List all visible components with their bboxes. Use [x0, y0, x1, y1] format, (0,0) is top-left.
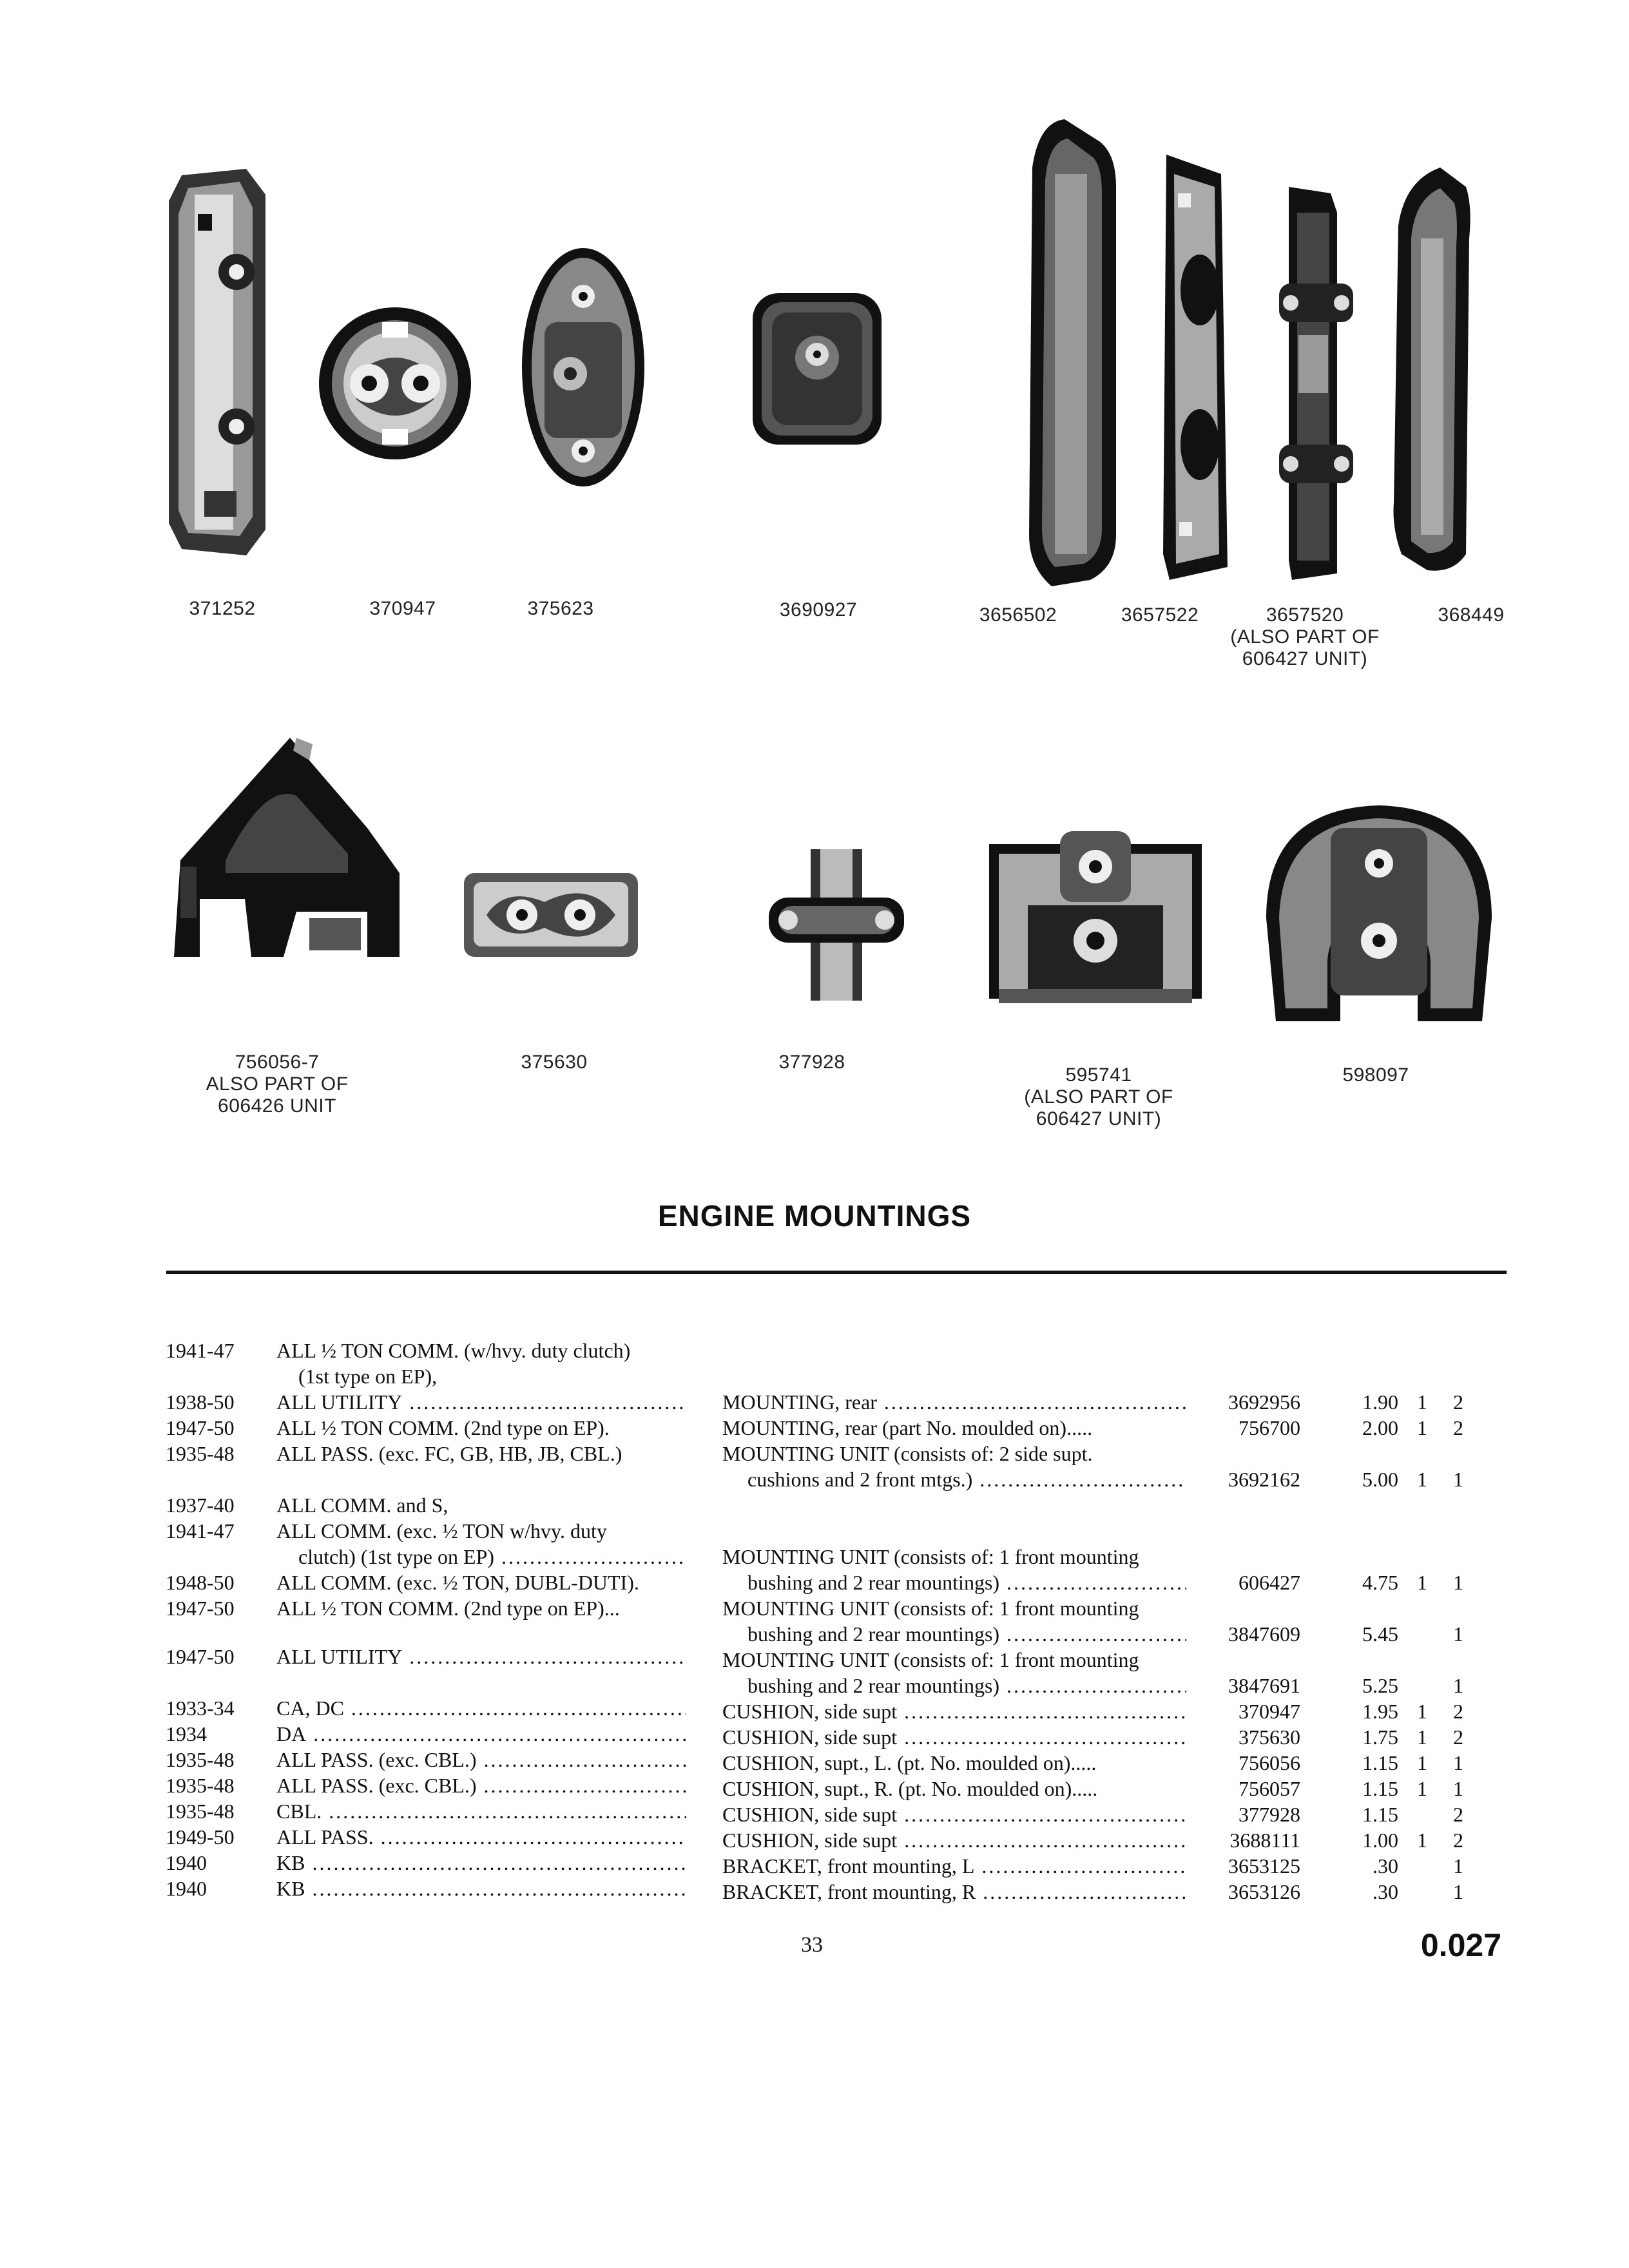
- qty-1: 1: [1417, 1829, 1427, 1852]
- model: ALL COMM. (exc. ½ TON, DUBL-DUTI).: [276, 1571, 639, 1594]
- years: 1937-40: [166, 1494, 235, 1517]
- model: ALL PASS. (exc. CBL.) .....: [276, 1774, 686, 1797]
- qty-2: 1: [1453, 1777, 1463, 1800]
- years: 1935-48: [166, 1748, 235, 1771]
- photo-caption: 3656502: [979, 604, 1057, 626]
- part-description: MOUNTING UNIT (consists of: 1 front mounting: [722, 1545, 1139, 1568]
- model: ALL PASS. .....: [276, 1825, 686, 1849]
- part-description: bushing and 2 rear mountings) .....: [747, 1622, 1186, 1646]
- model: ALL UTILITY .....: [276, 1645, 686, 1668]
- photo-caption: 595741 (ALSO PART OF 606427 UNIT): [1024, 1064, 1173, 1129]
- photo-caption: 375630: [521, 1052, 588, 1073]
- photo-caption: 370947: [369, 598, 436, 619]
- price: 5.45: [1362, 1622, 1398, 1646]
- model: (1st type on EP),: [298, 1365, 438, 1388]
- price: .30: [1373, 1880, 1398, 1903]
- section-title: ENGINE MOUNTINGS: [657, 1199, 972, 1233]
- model: ALL ½ TON COMM. (w/hvy. duty clutch): [276, 1339, 631, 1362]
- part-photo-370947: [318, 303, 472, 464]
- part-photo-598097: [1260, 802, 1498, 1024]
- photo-caption: 3657520 (ALSO PART OF 606427 UNIT): [1230, 604, 1380, 669]
- model: ALL COMM. and S,: [276, 1494, 448, 1517]
- part-photo-375623: [519, 245, 648, 490]
- model: ALL ½ TON COMM. (2nd type on EP)...: [276, 1597, 620, 1620]
- model: ALL UTILITY .....: [276, 1390, 686, 1414]
- model: ALL COMM. (exc. ½ TON w/hvy. duty: [276, 1519, 607, 1542]
- part-description: BRACKET, front mounting, L .....: [722, 1854, 1186, 1878]
- part-photo-371252: [169, 169, 272, 555]
- part-number: 756056: [1239, 1751, 1300, 1774]
- qty-2: 2: [1453, 1390, 1463, 1414]
- part-number: 375630: [1239, 1725, 1300, 1749]
- qty-1: 1: [1417, 1416, 1427, 1439]
- part-description: MOUNTING UNIT (consists of: 1 front mounting: [722, 1597, 1139, 1620]
- qty-2: 2: [1453, 1700, 1463, 1723]
- photo-caption: 377928: [778, 1052, 845, 1073]
- price: 4.75: [1362, 1571, 1398, 1594]
- part-photo-368449: [1389, 168, 1472, 573]
- part-number: 3653125: [1228, 1854, 1300, 1878]
- qty-2: 1: [1453, 1571, 1463, 1594]
- part-description: CUSHION, side supt .....: [722, 1725, 1186, 1749]
- qty-1: 1: [1417, 1390, 1427, 1414]
- part-photo-595741: [989, 831, 1202, 1008]
- price: 5.00: [1362, 1468, 1398, 1491]
- model: CBL. .....: [276, 1800, 686, 1823]
- price: 1.75: [1362, 1725, 1398, 1749]
- part-photo-3656502: [1026, 116, 1119, 586]
- photo-caption: 756056-7 ALSO PART OF 606426 UNIT: [206, 1052, 349, 1117]
- part-number: 3847691: [1228, 1674, 1300, 1697]
- photo-caption: 375623: [527, 598, 594, 619]
- qty-2: 2: [1453, 1416, 1463, 1439]
- part-photo-756056-7: [155, 725, 412, 966]
- part-description: MOUNTING UNIT (consists of: 2 side supt.: [722, 1442, 1093, 1465]
- years: 1941-47: [166, 1339, 235, 1362]
- part-photo-3690927: [753, 293, 882, 445]
- part-number: 606427: [1239, 1571, 1300, 1594]
- photo-caption: 371252: [189, 598, 256, 619]
- qty-1: 1: [1417, 1751, 1427, 1774]
- qty-2: 1: [1453, 1622, 1463, 1646]
- part-number: 377928: [1239, 1803, 1300, 1826]
- part-description: CUSHION, side supt .....: [722, 1829, 1186, 1852]
- page-code: 0.027: [1420, 1927, 1501, 1963]
- years: 1940: [166, 1877, 207, 1900]
- price: 1.15: [1362, 1803, 1398, 1826]
- part-description: bushing and 2 rear mountings) .....: [747, 1571, 1186, 1594]
- part-description: CUSHION, supt., R. (pt. No. moulded on).....: [722, 1777, 1098, 1800]
- part-number: 3847609: [1228, 1622, 1300, 1646]
- part-description: cushions and 2 front mtgs.) .....: [747, 1468, 1186, 1491]
- model: clutch) (1st type on EP) .....: [298, 1545, 686, 1568]
- model: KB .....: [276, 1877, 686, 1900]
- price: 1.15: [1362, 1777, 1398, 1800]
- photo-caption: 3690927: [779, 599, 858, 620]
- years: 1934: [166, 1722, 207, 1745]
- years: 1935-48: [166, 1442, 235, 1465]
- qty-2: 1: [1453, 1880, 1463, 1903]
- part-description: BRACKET, front mounting, R .....: [722, 1880, 1186, 1903]
- model: ALL ½ TON COMM. (2nd type on EP).: [276, 1416, 610, 1439]
- part-number: 756700: [1239, 1416, 1300, 1439]
- price: 1.00: [1362, 1829, 1398, 1852]
- price: 2.00: [1362, 1416, 1398, 1439]
- qty-2: 1: [1453, 1751, 1463, 1774]
- qty-2: 1: [1453, 1468, 1463, 1491]
- part-description: MOUNTING, rear .....: [722, 1390, 1186, 1414]
- part-description: bushing and 2 rear mountings) .....: [747, 1674, 1186, 1697]
- page-number: 33: [801, 1933, 823, 1957]
- model: DA .....: [276, 1722, 686, 1745]
- part-photo-3657522: [1160, 155, 1231, 580]
- photo-caption: 3657522: [1121, 604, 1199, 626]
- price: 1.90: [1362, 1390, 1398, 1414]
- qty-2: 2: [1453, 1725, 1463, 1749]
- years: 1948-50: [166, 1571, 235, 1594]
- part-photo-375630: [461, 867, 641, 963]
- model: ALL PASS. (exc. FC, GB, HB, JB, CBL.): [276, 1442, 622, 1465]
- qty-1: 1: [1417, 1700, 1427, 1723]
- part-description: CUSHION, side supt .....: [722, 1803, 1186, 1826]
- qty-2: 1: [1453, 1854, 1463, 1878]
- part-description: MOUNTING, rear (part No. moulded on).....: [722, 1416, 1093, 1439]
- title-rule: [166, 1271, 1507, 1274]
- years: 1947-50: [166, 1416, 235, 1439]
- years: 1938-50: [166, 1390, 235, 1414]
- part-description: CUSHION, side supt .....: [722, 1700, 1186, 1723]
- price: 1.15: [1362, 1751, 1398, 1774]
- years: 1947-50: [166, 1645, 235, 1668]
- qty-1: 1: [1417, 1468, 1427, 1491]
- model: KB .....: [276, 1851, 686, 1874]
- years: 1949-50: [166, 1825, 235, 1849]
- price: 1.95: [1362, 1700, 1398, 1723]
- part-photo-3657520: [1279, 187, 1353, 580]
- part-number: 370947: [1239, 1700, 1300, 1723]
- qty-1: 1: [1417, 1777, 1427, 1800]
- years: 1935-48: [166, 1800, 235, 1823]
- price: 5.25: [1362, 1674, 1398, 1697]
- qty-1: 1: [1417, 1571, 1427, 1594]
- photo-caption: 368449: [1438, 604, 1505, 626]
- years: 1940: [166, 1851, 207, 1874]
- years: 1933-34: [166, 1696, 235, 1720]
- years: 1941-47: [166, 1519, 235, 1542]
- part-number: 3688111: [1229, 1829, 1300, 1852]
- model: ALL PASS. (exc. CBL.) .....: [276, 1748, 686, 1771]
- part-number: 756057: [1239, 1777, 1300, 1800]
- qty-2: 2: [1453, 1803, 1463, 1826]
- years: 1947-50: [166, 1597, 235, 1620]
- price: .30: [1373, 1854, 1398, 1878]
- part-description: MOUNTING UNIT (consists of: 1 front mounting: [722, 1648, 1139, 1671]
- part-description: CUSHION, supt., L. (pt. No. moulded on).....: [722, 1751, 1097, 1774]
- qty-1: 1: [1417, 1725, 1427, 1749]
- model: CA, DC .....: [276, 1696, 686, 1720]
- part-number: 3692162: [1228, 1468, 1300, 1491]
- part-photo-377928: [769, 849, 904, 1001]
- part-number: 3692956: [1228, 1390, 1300, 1414]
- qty-2: 2: [1453, 1829, 1463, 1852]
- photo-caption: 598097: [1342, 1064, 1409, 1086]
- qty-2: 1: [1453, 1674, 1463, 1697]
- years: 1935-48: [166, 1774, 235, 1797]
- part-number: 3653126: [1228, 1880, 1300, 1903]
